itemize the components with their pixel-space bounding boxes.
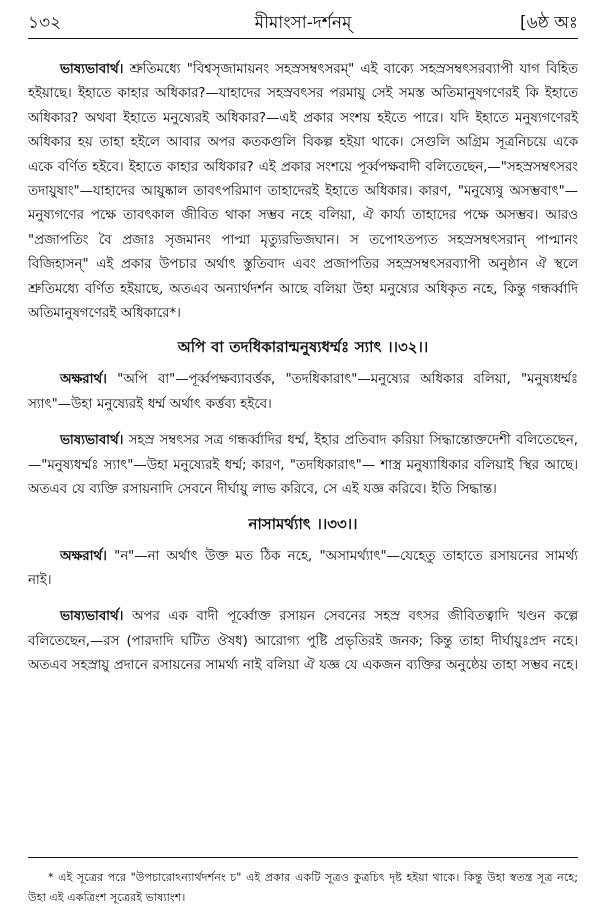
page-number: ১৩২	[28, 13, 62, 33]
word-meaning-text: "ন"—না অর্থাৎ উক্ত মত ঠিক নহে, "অসামর্থ্যাৎ"—যেহেতু তাহাতে রসায়নের সামর্থ্য নাই।	[28, 548, 578, 588]
paragraph-gap	[28, 417, 578, 429]
paragraph-commentary-1	[28, 58, 578, 326]
running-title: মীমাংসা-দর্শনম্	[254, 13, 352, 33]
commentary-label: ভাষ্যভাবার্থ।	[60, 433, 124, 449]
word-meaning-label: অক্ষরার্থ।	[60, 372, 107, 388]
main-text	[28, 58, 578, 679]
page-header	[28, 8, 578, 38]
footnote	[28, 868, 578, 908]
commentary-text: শ্রুতিমধ্যে "বিশ্বসৃজামায়নং সহস্রসম্বৎসরম্" এই বাক্যে সহস্রসম্বৎসরব্যাপী যাগ বিহিত হইয়াছে। ইহাতে কাহার অধিকার?—যাহাদের সহস্রবৎসর পরমায়ু সেই সমস্ত অতিমানুষগণেরই কি ইহাতে অধিকার? অথবা ইহাতে মনুষ্যেরই অধিকার?—এই প্রকার সংশয় হইতে পারে। যদি ইহাতে মনুষ্যগণেরই অধিকার হয় তাহা হইলে আবার অপর কতকগুলি বিকল্প হইয়া থাকে। সেগুলি অগ্রিম সূত্রনিচয়ে একে একে বর্ণিত হইবে। ইহাতে কাহার অধিকার? এই প্রকার সংশয়ে পূর্ব্বপক্ষবাদী বলিতেছেন,—"সহস্রসম্বৎসরং তদায়ুষাং"—যাহাদের আয়ুষ্কাল তাবৎপরিমাণ তাহাদেরই ইহাতে অধিকার। কারণ, "মনুষ্যেষু অসম্ভবাৎ"— মনুষ্যগণের পক্ষে তাবৎকাল জীবিত থাকা সম্ভব নহে বলিয়া, ঐ কার্য্য তাহাদের পক্ষে অসম্ভব। আরও "প্রজাপতিং বৈ প্রজাঃ সৃজমানং পাপ্মা মৃত্যুরভিজঘান। স তপোঽতপ্যত সহস্রসম্বৎসরান্ পাপ্মানং বিজিহাসন্" এই প্রকার উপচার অর্থাৎ স্তুতিবাদ এবং প্রজাপতির সহস্রসম্বৎসরব্যাপী অনুষ্ঠান ঐ স্থলে শ্রুতিমধ্যে বর্ণিত হইয়াছে, অতএব অন্যার্থদর্শন আছে বলিয়া উহা মনুষ্যের অধিকৃত নহে, কিন্তু গন্ধর্ব্বাদি অতিমানুষগণেরই অধিকারে*।	[28, 62, 579, 322]
sutra-33: নাসামর্থ্যাৎ ।।৩৩।।	[248, 514, 358, 533]
word-meaning-text: "অপি বা"—পূর্ব্বপক্ষব্যাবর্ত্তক, "তদধিকারাৎ"—মনুষ্যের অধিকার বলিয়া, "মনুষ্যধর্ম্মঃ স্যাৎ"—উহা মনুষ্যেরই ধর্ম্ম অর্থাৎ কর্ত্তব্য হইবে।	[28, 372, 578, 412]
paragraph-commentary-2	[28, 429, 578, 502]
word-meaning-label: অক্ষরার্থ।	[60, 548, 107, 564]
paragraph-commentary-3	[28, 605, 578, 678]
header-rule	[28, 38, 578, 39]
paragraph-word-meaning-2	[28, 545, 578, 594]
paragraph-gap	[28, 593, 578, 605]
sutra-32: অপি বা তদধিকারান্মনুষ্যধর্ম্মঃ স্যাৎ ।।৩২।।	[177, 338, 429, 357]
footnote-rule	[28, 857, 578, 858]
commentary-label: ভাষ্যভাবার্থ।	[60, 609, 124, 625]
paragraph-word-meaning-1	[28, 368, 578, 417]
chapter-marker: [৬ষ্ঠ অঃ	[520, 13, 578, 33]
footnote-text: * এই সূত্রের পরে "উপচারোঽন্যার্থদর্শনং চ" এই প্রকার একটি সূত্রও কুত্রচিৎ দৃষ্ট হইয়া থাকে। কিন্তু উহা স্বতন্ত্র সূত্র নহে; উহা এই একত্রিংশ সূত্রেরই ভাষ্যাংশ।	[28, 871, 578, 904]
commentary-label: ভাষ্যভাবার্থ।	[60, 62, 124, 77]
commentary-text: সহস্র সম্বৎসর সত্র গন্ধর্ব্বাদির ধর্ম্ম, ইহার প্রতিবাদ করিয়া সিদ্ধান্তোক্তদেশী বলিতেছেন,—"মনুষ্যধর্ম্মঃ স্যাৎ"—উহা মনুষ্যেরই ধর্ম্ম; কারণ, "তদধিকারাৎ"— শাস্ত্র মনুষ্যাধিকার বলিয়াই স্থির আছে। অতএব যে ব্যক্তি রসায়নাদি সেবনে দীর্ঘায়ু লাভ করিবে, সে এই যজ্ঞ করিবে। ইতি সিদ্ধান্ত।	[28, 433, 578, 498]
commentary-text: অপর এক বাদী পূর্ব্বোক্ত রসায়ন সেবনের সহস্র বৎসর জীবিতত্বাদি খণ্ডন কল্পে বলিতেছেন,—রস (পারদাদি ঘটিত ঔষধ) আরোগ্য পুষ্টি প্রভৃতিরই জনক; কিন্তু তাহা দীর্ঘায়ুঃপ্রদ নহে। অতএব সহস্রায়ু প্রদানে রসায়নের সামর্থ্য নাই বলিয়া ঐ যজ্ঞ যে একজন ব্যক্তির অনুষ্ঠেয় তাহা সম্ভব নহে।	[28, 609, 579, 674]
